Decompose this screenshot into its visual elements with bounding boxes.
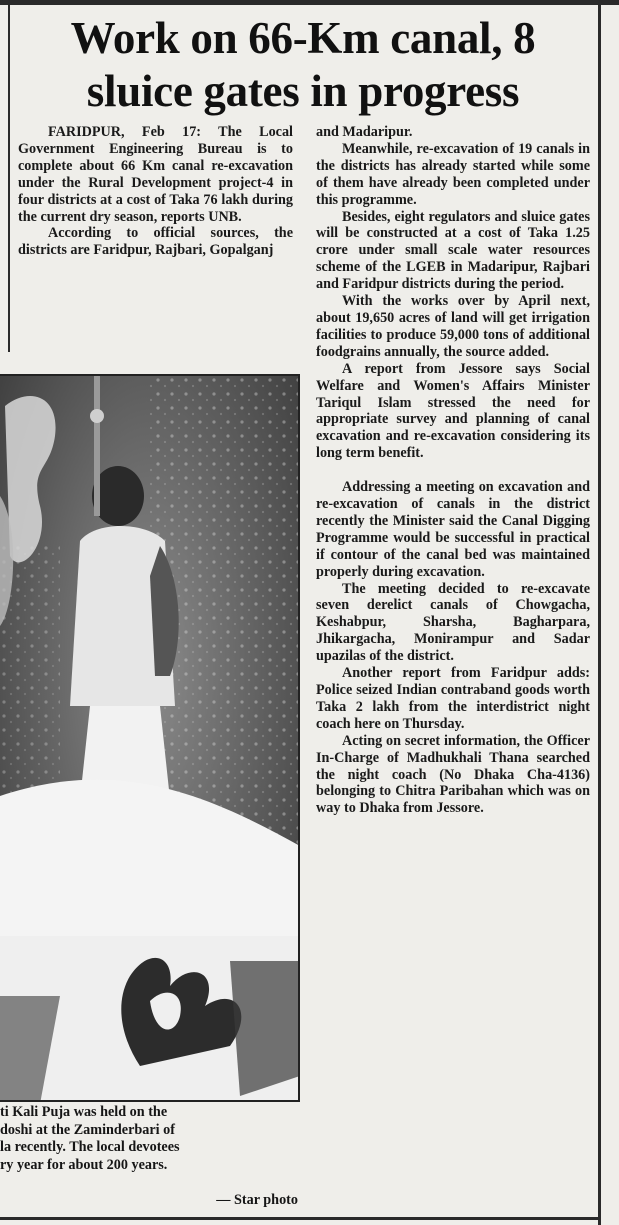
paragraph: and Madaripur. <box>316 124 413 140</box>
headline-line-2: sluice gates in progress <box>86 66 520 116</box>
right-column-rule <box>598 0 601 1225</box>
caption-line: doshi at the Zaminderbari of <box>0 1121 175 1138</box>
article-column-1 <box>18 124 293 259</box>
paragraph: Another report from Faridpur adds: Police seized Indian contraband goods worth Taka 2 lakh from the interdistrict night coach here on Thursday. <box>316 665 590 732</box>
paragraph: According to official sources, the districts are Faridpur, Rajbari, Gopalganj <box>18 225 293 259</box>
paragraph: FARIDPUR, Feb 17: The Local Government Engineering Bureau is to complete about 66 Km canal re-excavation under the Rural Development project-4 in four districts at a cost of Taka 76 lakh during the current dry season, reports UNB. <box>18 124 293 225</box>
photo-illustration <box>0 376 300 1102</box>
headline <box>18 12 588 118</box>
paragraph: Besides, eight regulators and sluice gates will be constructed at a cost of Taka 1.25 crore under small scale water resources scheme of the LGEB in Madaripur, Rajbari and Faridpur districts during the period. <box>316 208 590 293</box>
bottom-rule <box>0 1217 600 1220</box>
paragraph: Meanwhile, re-excavation of 19 canals in the districts has already started while some of them have already been completed under this programme. <box>316 140 590 208</box>
headline-line-1: Work on 66-Km canal, 8 <box>70 13 536 63</box>
top-rule <box>0 0 619 5</box>
paragraph: The meeting decided to re-excavate seven derelict canals of Chowgacha, Keshabpur, Sharsha, Bagharpara, Jhikargacha, Monirampur and Sadar upazilas of the district. <box>316 580 590 665</box>
caption-line: ry year for about 200 years. <box>0 1156 168 1173</box>
caption-line: ti Kali Puja was held on the <box>0 1104 168 1120</box>
paragraph: Addressing a meeting on excavation and re-excavation of canals in the district recently the Minister said the Canal Digging Programme would be successful in practical if contour of the canal bed was maintained properly during excavation. <box>316 479 590 580</box>
paragraph: Acting on secret information, the Officer In-Charge of Madhukhali Thana searched the night coach (No Dhaka Cha-4136) belonging to Chitra Paribahan which was on way to Dhaka from Jessore. <box>316 732 590 817</box>
news-photo <box>0 374 300 1102</box>
photo-credit: — Star photo <box>216 1192 298 1208</box>
paragraph: With the works over by April next, about 19,650 acres of land will get irrigation facilities to produce 59,000 tons of additional foodgrains annually, the source added. <box>316 293 590 360</box>
article-column-2 <box>316 124 590 817</box>
paragraph: A report from Jessore says Social Welfare and Women's Affairs Minister Tariqul Islam stressed the need for appropriate survey and planning of canal excavation and re-excavation considering its long term benefit. <box>316 360 590 462</box>
left-column-rule <box>8 0 10 352</box>
photo-caption <box>0 1104 300 1174</box>
caption-line: la recently. The local devotees <box>0 1139 180 1155</box>
